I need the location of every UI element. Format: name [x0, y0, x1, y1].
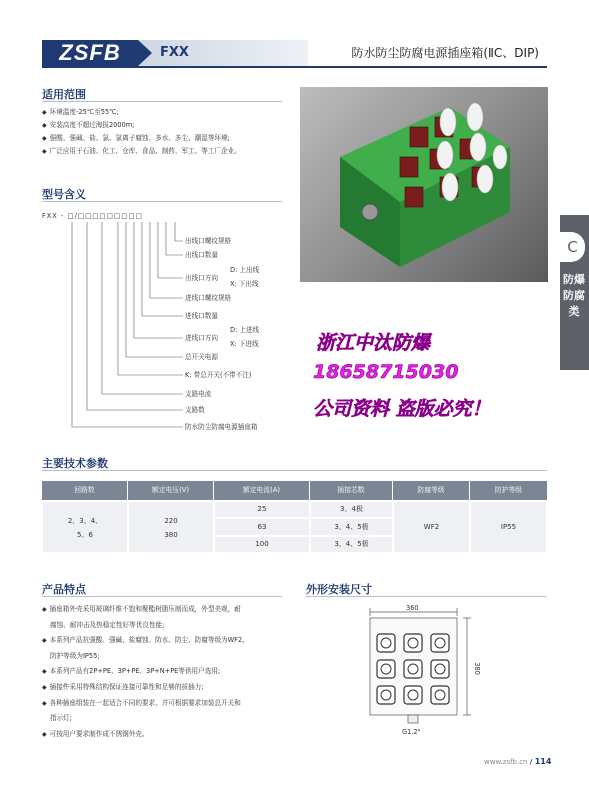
col-header: 额定电流(A) [214, 481, 309, 500]
category-letter: C [560, 232, 585, 262]
feature-item: 防护等级为IP55; [50, 651, 100, 660]
out-dir-up: D: 上出线 [230, 266, 260, 274]
model-label: 出线口方向 [185, 274, 218, 282]
enclosure-illustration [300, 87, 548, 282]
params-rule [42, 470, 547, 471]
params-heading: 主要技术参数 [42, 457, 108, 470]
dim-width: 360 [406, 604, 419, 612]
dims-heading: 外形安装尺寸 [306, 583, 372, 596]
col-header: 额定电压(V) [128, 481, 213, 500]
in-dir-down: X: 下进线 [230, 340, 259, 348]
model-label: 进线口方向 [185, 334, 218, 342]
product-photo [300, 87, 548, 282]
col-header: 防护等级 [470, 481, 547, 500]
model-label: K: 带总开关(不带不注) [185, 371, 252, 379]
voltage-cell [128, 501, 214, 553]
current-cell: 63 [214, 518, 310, 536]
circuits-line: 2、3、4、 [67, 517, 103, 525]
model-label: 进线口数量 [185, 312, 218, 320]
cores-cell: 3、4、5极 [310, 536, 393, 553]
model-label: 总开关电源 [185, 353, 218, 361]
dim-height: 380 [472, 662, 481, 675]
cores-cell: 3、4极 [310, 501, 393, 518]
model-label: 支路电流 [185, 390, 212, 398]
model-rule [42, 201, 282, 202]
model-label: 支路数 [185, 406, 205, 414]
current-cell: 100 [214, 536, 310, 553]
scope-item: ◆ 广泛应用于石油、化工、仓库、食品、制药、军工、等工厂企业。 [42, 145, 241, 158]
page-header [42, 40, 547, 66]
footer: www.zsfb.cn / 114 [484, 757, 552, 766]
in-dir-up: D: 上进线 [230, 326, 260, 334]
series-label: FXX [138, 40, 308, 66]
current-cell: 25 [214, 501, 310, 518]
features-list [42, 602, 244, 742]
dimension-drawing [360, 604, 475, 739]
model-label: 出线口数量 [185, 251, 218, 259]
scope-rule [42, 101, 282, 102]
page-number: 114 [534, 757, 552, 766]
model-label: 防水防尘防腐电源插座箱 [185, 423, 258, 431]
col-header: 回路数 [42, 481, 127, 500]
protection-cell: IP55 [470, 501, 547, 553]
col-header: 插接芯数 [310, 481, 392, 500]
watermark-line-1: 浙江中汰防爆 [316, 332, 431, 354]
circuits-line: 5、6 [77, 531, 93, 539]
model-tree-lines [42, 220, 192, 430]
scope-item: ◆ 安装高度不超过海拔2000m; [42, 119, 241, 132]
scope-item: ◆ 环境温度-25℃至55℃; [42, 106, 241, 119]
features-heading: 产品特点 [42, 583, 86, 596]
model-code: FXX - □/□□□□□□□□□ [42, 212, 143, 220]
feature-item: 腐蚀、耐冲击及热稳定性好等优良性能; [50, 620, 165, 629]
feature-item: ◆ 本系列产品有2P+PE、3P+PE、3P+N+PE等供用户选用; [42, 664, 244, 680]
category-text: 防爆防腐类 [563, 273, 585, 318]
dims-rule [306, 596, 547, 597]
features-rule [42, 596, 282, 597]
footer-site: www.zsfb.cn [484, 758, 528, 766]
dim-thread: G1.2" [402, 728, 421, 736]
feature-item: ◆ 各种插座组装在一起适合不同的要求，并可根据要求加装总开关和 [42, 696, 244, 712]
scope-item: ◆ 强酸、强碱、盐、氯、氯离子腐蚀、多水、多尘、潮湿等环境; [42, 132, 241, 145]
voltage-line: 380 [164, 531, 178, 539]
watermark-line-3: 公司资料 盗版必究！ [313, 398, 491, 420]
anticorrosion-cell: WF2 [393, 501, 470, 553]
page-title: 防水防尘防腐电源插座箱(ⅡC、DIP) [351, 46, 539, 60]
feature-item: ◆ 插座箱外壳采用玻璃纤维不饱和聚酯树脂压制而成，外型美观，耐 [42, 602, 244, 618]
out-dir-down: X: 下出线 [230, 280, 259, 288]
scope-list [42, 106, 241, 158]
scope-heading: 适用范围 [42, 88, 86, 101]
voltage-line: 220 [164, 517, 178, 525]
model-label: 出线口螺纹规格 [185, 237, 232, 245]
cores-cell: 3、4、5极 [310, 518, 393, 536]
brand-logo: ZSFB [42, 40, 138, 66]
circuits-cell [42, 501, 128, 553]
header-rule [42, 66, 547, 68]
feature-item: 指示灯; [50, 714, 73, 723]
model-heading: 型号含义 [42, 188, 86, 201]
feature-item: ◆ 可按用户要求制作成不锈钢外壳。 [42, 727, 244, 743]
watermark-line-2: 18658715030 [313, 361, 459, 383]
model-label: 进线口螺纹规格 [185, 294, 232, 302]
feature-item: ◆ 插接件采用特殊结构保证连接可靠性和足够的拔插力; [42, 680, 244, 696]
col-header: 防腐等级 [393, 481, 469, 500]
feature-item: ◆ 本系列产品抗强酸、强碱、盐腐蚀、防水、防尘、防腐等级为WF2, [42, 633, 244, 649]
